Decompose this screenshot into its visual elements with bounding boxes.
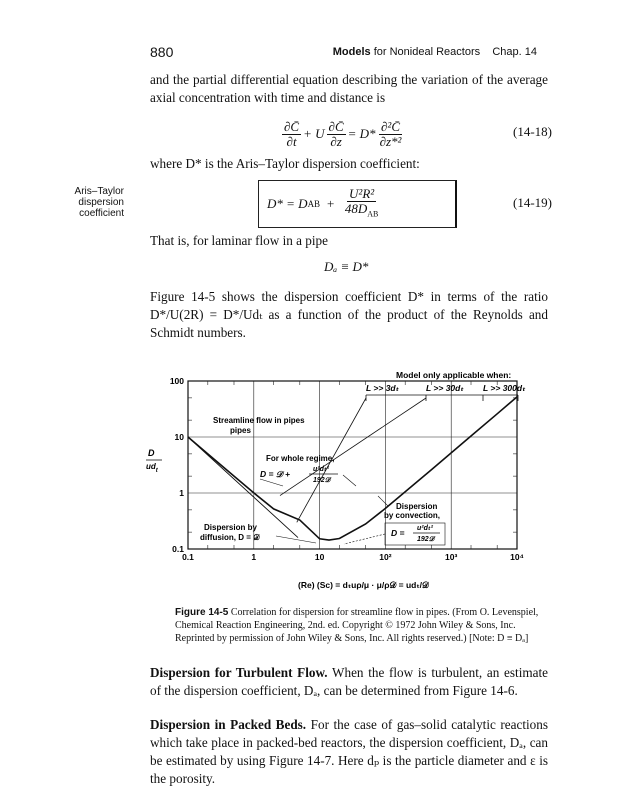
margin-note-line: dispersion (78, 197, 124, 208)
eq18-lhs1-num: ∂C̄ (284, 118, 300, 134)
limit-line (280, 398, 426, 496)
equation-da: Dₐ ≡ D* (324, 259, 369, 274)
annotation-pipes: pipes (230, 426, 251, 435)
page-number: 880 (150, 44, 174, 60)
eq19-num: U²R² (349, 185, 375, 201)
condition-label: L >> 300dₜ (483, 383, 526, 393)
annotation-whole-eq: D = 𝒟 + (260, 469, 290, 479)
equation-14-19-box (258, 180, 457, 228)
packed-bed-section (150, 716, 548, 788)
dispersion-chart (138, 368, 548, 598)
that-is-text: That is, for laminar flow in a pipe (150, 233, 328, 248)
annotation-convection-1: Dispersion (396, 502, 438, 511)
turbulent-section (150, 664, 548, 700)
margin-note-line: Aris–Taylor (74, 186, 124, 197)
y-tick-label: 1 (179, 488, 184, 498)
y-axis-label-bottom: $ud_t$ (146, 462, 158, 474)
eq18-rhs-den: ∂z*² (379, 133, 402, 149)
eq19-den-sub: AB (367, 209, 379, 219)
running-title-bold: Models (332, 46, 371, 58)
equation-14-18 (280, 112, 480, 156)
annotation-arrow (344, 534, 385, 544)
annotation-convection-2: by convection, (384, 511, 441, 520)
x-axis-label: (Re) (Sc) = dₜuρ/μ · μ/ρ𝒟 = udₜ/𝒟 (298, 580, 429, 590)
annotation-diffusion-2: diffusion, D = 𝒟 (200, 533, 260, 542)
annotation-arrow (276, 536, 316, 543)
y-tick-label: 100 (169, 376, 184, 386)
caption-text: Correlation for dispersion for streamline flow in pipes. (From O. Levenspiel, Chemical Reaction Engineering, 2nd. ed. Copyright © 1972 John Wiley & Sons, Inc. Reprinted by permission of John Wiley & Sons, Inc. All rights reserved.) [Note: D ≡ Dₐ] (175, 607, 539, 644)
running-header (333, 46, 537, 58)
condition-label: L >> 30dₜ (426, 383, 464, 393)
eq19-lhs: D* = D (267, 196, 308, 211)
y-tick-label: 10 (174, 432, 184, 442)
annotation-streamline: Streamline flow in pipes (213, 416, 305, 425)
x-tick-label: 10² (379, 552, 392, 562)
annotation-diffusion-1: Dispersion by (204, 523, 257, 532)
eq18-rhs-num: ∂²C̄ (381, 118, 400, 134)
annotation-arrow (378, 496, 388, 506)
eq19-sub: AB (307, 199, 321, 209)
eq18-lhs2-den: ∂z (330, 133, 342, 149)
turbulent-text: When the flow is turbulent, an estimate of the dispersion coefficient, Dₐ, can be determined from Figure 14-6. (150, 665, 548, 698)
intro-paragraph: and the partial differential equation describing the variation of the average axial concentration with time and distance is (150, 72, 548, 105)
annotation-arrow (260, 479, 283, 486)
packed-bed-heading: Dispersion in Packed Beds. (150, 717, 307, 732)
condition-label: L >> 3dₜ (366, 383, 399, 393)
eq18-equals: = D* (347, 126, 376, 141)
margin-note (60, 186, 124, 219)
annotation-whole-num: u²dₜ² (313, 466, 329, 473)
eq19-plus: + (326, 196, 335, 211)
eq18-lhs1-den: ∂t (286, 133, 297, 149)
turbulent-heading: Dispersion for Turbulent Flow. (150, 665, 328, 680)
margin-note-line: coefficient (79, 208, 124, 219)
running-title: for Nonideal Reactors (373, 46, 481, 58)
packed-bed-text: For the case of gas–solid catalytic reactions which take place in packed-bed reactors, the dispersion coefficient, Dₐ, can be estimated by using Figure 14-7. Here dₚ is the particle diameter and ε is the porosity. (150, 717, 548, 786)
annotation-convection-den: 192𝒟 (417, 536, 435, 543)
equation-number-14-19: (14-19) (513, 195, 552, 210)
annotation-convection-eq: D = (391, 528, 405, 538)
x-tick-label: 10 (314, 552, 325, 562)
figure-paragraph: Figure 14-5 shows the dispersion coefficient D* in terms of the ratio D*/U(2R) = D*/Udₜ as a function of the product of the Reynolds and Schmidt numbers. (150, 289, 548, 340)
caption-label: Figure 14-5 (175, 607, 229, 618)
annotation-whole-regime: For whole regime, (266, 454, 335, 463)
annotation-convection-num: u²dₜ² (417, 525, 433, 532)
annotation-whole-den: 192𝒟 (313, 477, 331, 484)
chart-title: Model only applicable when: (396, 370, 512, 380)
y-axis-label-top: D (148, 448, 155, 458)
equation-14-19 (267, 187, 382, 221)
eq18-plus-u: + U (303, 126, 325, 141)
x-tick-label: 1 (251, 552, 257, 562)
chapter-label: Chap. 14 (492, 46, 537, 58)
x-tick-label: 10⁴ (510, 552, 524, 562)
condition-bracket (366, 395, 518, 401)
x-tick-label: 0.1 (182, 552, 194, 562)
x-tick-label: 10³ (445, 552, 458, 562)
figure-caption (175, 606, 550, 645)
y-tick-label: 0.1 (172, 544, 184, 554)
where-text: where D* is the Aris–Taylor dispersion coefficient: (150, 156, 420, 171)
eq19-den: 48D (344, 200, 368, 216)
annotation-arrow (343, 475, 356, 486)
equation-number-14-18: (14-18) (513, 124, 552, 139)
eq18-lhs2-num: ∂C̄ (328, 118, 344, 134)
